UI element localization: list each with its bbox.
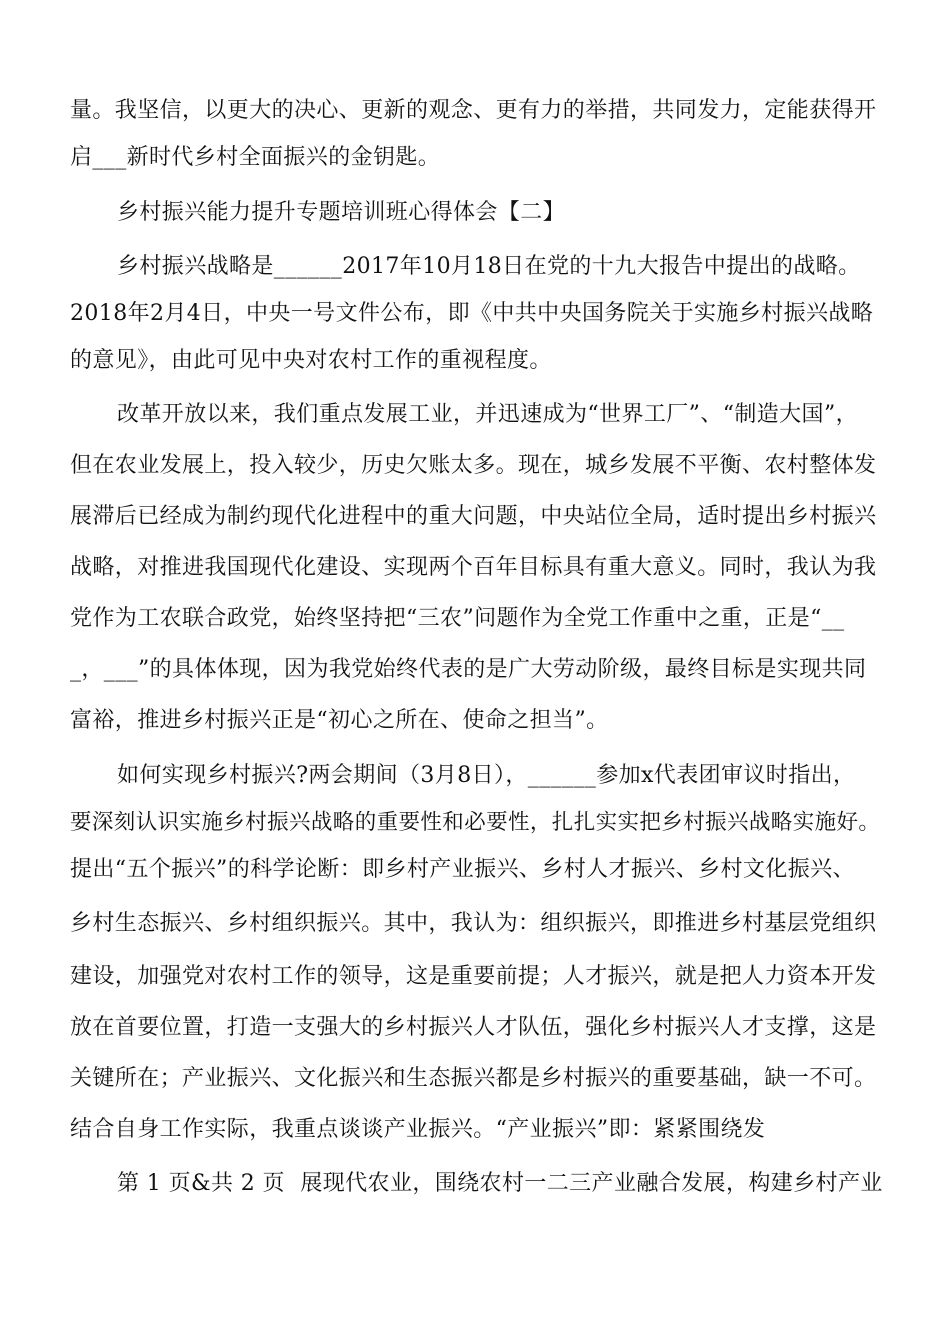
text-line: 2018年2月4日，中央一号文件公布，即《中共中央国务院关于实施乡村振兴战略 [70, 301, 874, 326]
text-line: 放在首要位置，打造一支强大的乡村振兴人才队伍，强化乡村振兴人才支撑，这是 [70, 1015, 877, 1040]
text-line: 提出“五个振兴”的科学论断：即乡村产业振兴、乡村人才振兴、乡村文化振兴、 [70, 857, 855, 882]
text-line: 建设，加强党对农村工作的领导，这是重要前提；人才振兴，就是把人力资本开发 [70, 964, 877, 989]
page-number: 第 1 页&共 2 页 [117, 1171, 285, 1196]
text-line: 乡村振兴战略是______2017年10月18日在党的十九大报告中提出的战略。 [117, 254, 861, 279]
text-line-continuation: 展现代农业，围绕农村一二三产业融合发展，构建乡村产业 [300, 1171, 883, 1196]
text-line: 党作为工农联合政党，始终坚持把“三农”问题作为全党工作重中之重，正是“__ [70, 606, 845, 631]
text-line: _，___”的具体体现，因为我党始终代表的是广大劳动阶级，最终目标是实现共同 [70, 657, 867, 682]
text-line: 战略，对推进我国现代化建设、实现两个百年目标具有重大意义。同时，我认为我 [70, 555, 877, 580]
text-line: 改革开放以来，我们重点发展工业，并迅速成为“世界工厂”、“制造大国”， [117, 402, 858, 427]
text-line: 如何实现乡村振兴?两会期间（3月8日），______参加x代表团审议时指出， [117, 763, 856, 788]
page-footer-line [117, 1167, 890, 1201]
text-line: 但在农业发展上，投入较少，历史欠账太多。现在，城乡发展不平衡、农村整体发 [70, 453, 877, 478]
text-line: 乡村生态振兴、乡村组织振兴。其中，我认为：组织振兴，即推进乡村基层党组织 [70, 911, 877, 936]
text-line: 量。我坚信，以更大的决心、更新的观念、更有力的举措，共同发力，定能获得开 [70, 98, 877, 123]
text-line: 要深刻认识实施乡村振兴战略的重要性和必要性，扎扎实实把乡村振兴战略实施好。 [70, 810, 881, 835]
text-line: 关键所在；产业振兴、文化振兴和生态振兴都是乡村振兴的重要基础，缺一不可。 [70, 1066, 877, 1091]
text-line: 展滞后已经成为制约现代化进程中的重大问题，中央站位全局，适时提出乡村振兴 [70, 504, 877, 529]
section-heading: 乡村振兴能力提升专题培训班心得体会【二】 [117, 200, 566, 225]
text-line: 启___新时代乡村全面振兴的金钥匙。 [70, 145, 441, 170]
text-line: 的意见》，由此可见中央对农村工作的重视程度。 [70, 348, 552, 373]
text-line: 结合自身工作实际，我重点谈谈产业振兴。“产业振兴”即：紧紧围绕发 [70, 1117, 766, 1142]
text-line: 富裕，推进乡村振兴正是“初心之所在、使命之担当”。 [70, 708, 609, 733]
